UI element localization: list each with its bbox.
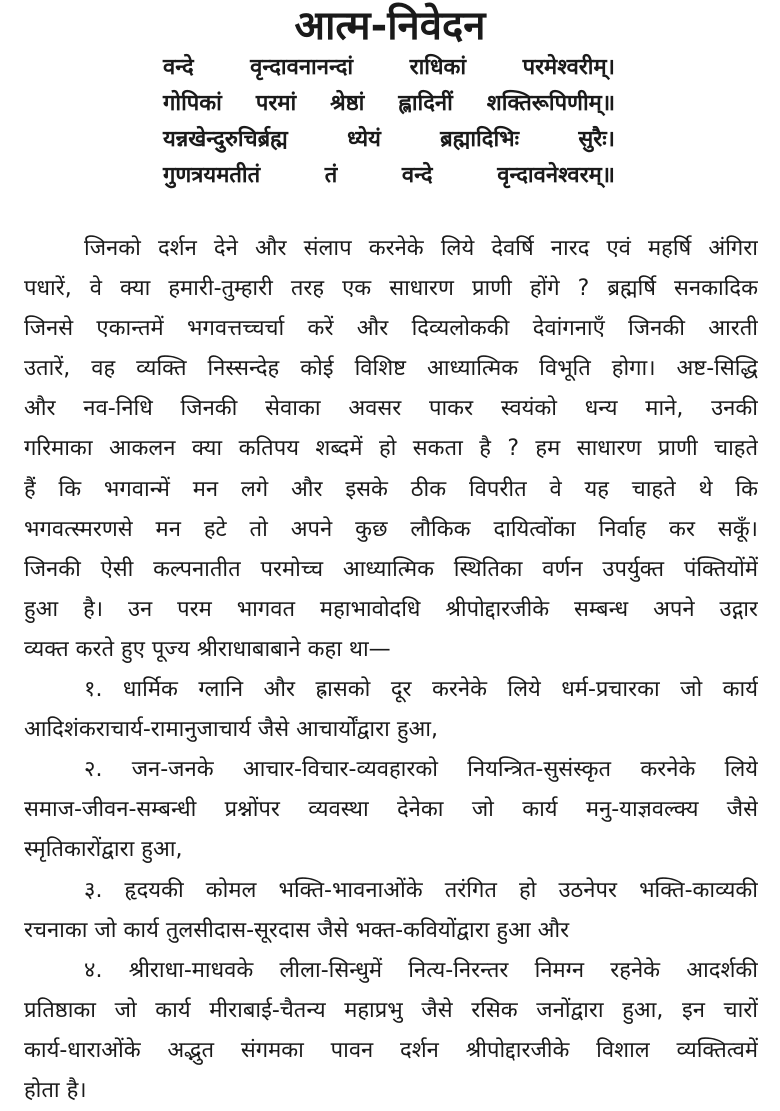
list-item-4: ४. श्रीराधा-माधवके लीला-सिन्धुमें नित्य-निरन्तर निमग्न रहनेके आदर्शकी [84,957,758,983]
text-line: प्रतिष्ठाका जो कार्य मीराबाई-चैतन्य महाप्रभु जैसे रसिक जनोंद्वारा हुआ, इन चारों [24,997,758,1023]
text-line: जिनकी ऐसी कल्पनातीत परमोच्च आध्यात्मिक स्थितिका वर्णन उपर्युक्त पंक्तियोंमें [24,556,758,582]
text-line: व्यक्त करते हुए पूज्य श्रीराधाबाबाने कहा था— [24,636,391,662]
text-line: समाज-जीवन-सम्बन्धी प्रश्नोंपर व्यवस्था देनेका जो कार्य मनु-याज्ञवल्क्य जैसे [24,797,758,823]
text-line: रचनाका जो कार्य तुलसीदास-सूरदास जैसे भक्त-कवियोंद्वारा हुआ और [24,917,570,943]
text-line: कार्य-धाराओंके अद्भुत संगमका पावन दर्शन श्रीपोद्दारजीके विशाल व्यक्तित्वमें [24,1037,758,1063]
text-line: हैं कि भगवान्में मन लगे और इसके ठीक विपरीत वे यह चाहते थे कि [24,476,758,502]
verse-line: गोपिकां परमां श्रेष्ठां ह्लादिनीं शक्तिरूपिणीम्॥ [163,91,615,116]
text-line: उतारें, वह व्यक्ति निस्सन्देह कोई विशिष्ट आध्यात्मिक विभूति होगा। अष्ट-सिद्धि [24,356,758,382]
text-line: पधारें, वे क्या हमारी-तुम्हारी तरह एक साधारण प्राणी होंगे ? ब्रह्मर्षि सनकादिक [24,276,758,302]
list-item-3: ३. हृदयकी कोमल भक्ति-भावनाओंके तरंगित हो उठनेपर भक्ति-काव्यकी [84,877,758,903]
text-line: भगवत्स्मरणसे मन हटे तो अपने कुछ लौकिक दायित्वोंका निर्वाह कर सकूँ। [24,516,758,542]
text-line: गरिमाका आकलन क्या कतिपय शब्दमें हो सकता है ? हम साधारण प्राणी चाहते [24,436,758,462]
page-title: आत्म-निवेदन [294,3,486,49]
verse-line: वन्दे वृन्दावनानन्दां राधिकां परमेश्वरीम्। [163,55,615,80]
text-line: स्मृतिकारोंद्वारा हुआ, [24,837,183,863]
verse-block [163,50,615,194]
text-line: जिनको दर्शन देने और संलाप करनेके लिये देवर्षि नारद एवं महर्षि अंगिरा [84,236,758,261]
text-line: जिनसे एकान्तमें भगवत्तच्चर्चा करें और दिव्यलोककी देवांगनाएँ जिनकी आरती [24,316,758,342]
text-line: होता है। [24,1077,87,1103]
text-line: आदिशंकराचार्य-रामानुजाचार्य जैसे आचार्योंद्वारा हुआ, [24,717,438,743]
text-line: हुआ है। उन परम भागवत महाभावोदधि श्रीपोद्दारजीके सम्बन्ध अपने उद्गार [24,596,758,622]
list-item-2: २. जन-जनके आचार-विचार-व्यवहारको नियन्त्रित-सुसंस्कृत करनेके लिये [84,757,758,783]
list-item-1: १. धार्मिक ग्लानि और ह्रासको दूर करनेके लिये धर्म-प्रचारका जो कार्य [84,677,758,703]
verse-line: गुणत्रयमतीतं तं वन्दे वृन्दावनेश्वरम्॥ [163,163,615,188]
text-line: और नव-निधि जिनकी सेवाका अवसर पाकर स्वयंको धन्य माने, उनकी [24,396,758,422]
verse-line: यन्नखेन्दुरुचिर्ब्रह्म ध्येयं ब्रह्मादिभिः सुरैः। [163,127,615,152]
body-text [24,229,758,1111]
